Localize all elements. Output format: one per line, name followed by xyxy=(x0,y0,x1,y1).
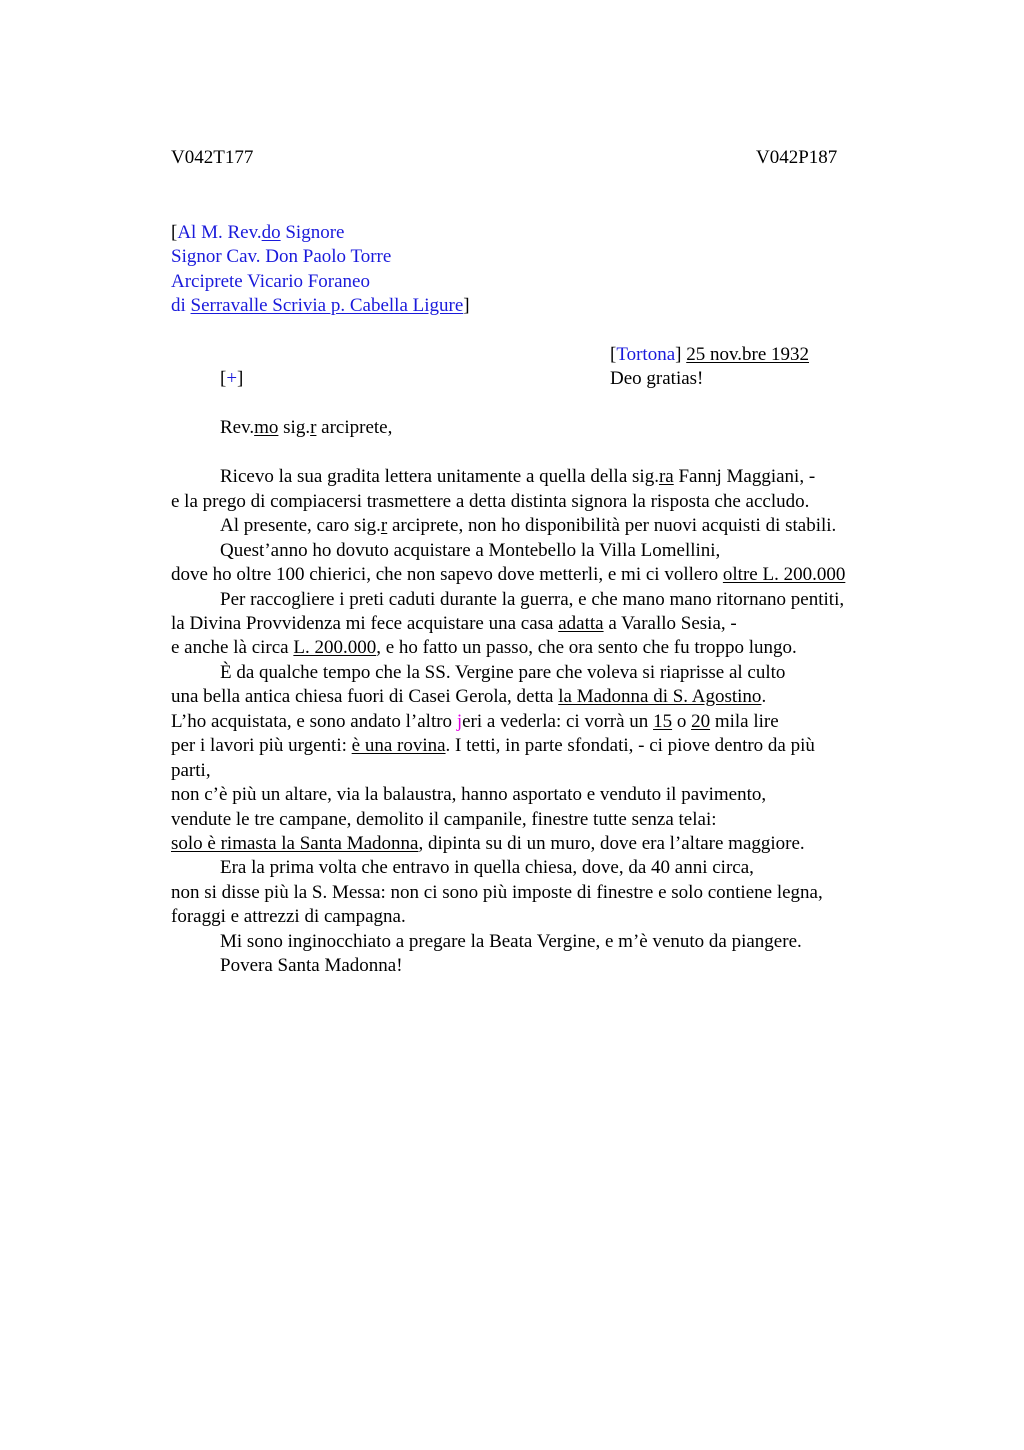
body-line: non c’è più un altare, via la balaustra, hanno asportato e venduto il pavimento, xyxy=(171,784,767,805)
highlighted-letter: j xyxy=(456,711,463,732)
bracket-close: ] xyxy=(675,344,687,365)
cross-sign: + xyxy=(226,368,238,389)
underlined-place: la Madonna di S. Agostino xyxy=(558,686,762,707)
body-line: Povera Santa Madonna! xyxy=(220,955,403,976)
body-text: , e ho fatto un passo, che ora sento che fu troppo lungo. xyxy=(376,637,797,658)
body-line xyxy=(220,465,815,489)
body-text: , dipinta su di un muro, dove era l’altare maggiore. xyxy=(418,833,805,854)
underlined-phrase: è una rovina xyxy=(351,735,446,756)
bracket-open: [ xyxy=(220,368,227,389)
body-text: Ricevo la sua gradita lettera unitamente a quella della sig. xyxy=(220,466,659,487)
underlined-word: adatta xyxy=(558,613,604,634)
underlined-phrase: solo è rimasta la Santa Madonna xyxy=(171,833,419,854)
bracket-open: [ xyxy=(610,344,617,365)
bracket-open: [ xyxy=(171,222,178,243)
body-text: a Varallo Sesia, - xyxy=(603,613,737,634)
body-line xyxy=(171,832,805,856)
body-line: foraggi e attrezzi di campagna. xyxy=(171,906,406,927)
salutation-text: Rev. xyxy=(220,417,255,438)
bracket-close: ] xyxy=(463,295,470,316)
salutation-superscript: r xyxy=(310,417,317,438)
salutation-superscript: mo xyxy=(254,417,279,438)
body-line xyxy=(171,734,815,758)
salutation-text: sig. xyxy=(278,417,311,438)
address-line-3: Arciprete Vicario Foraneo xyxy=(171,271,370,292)
underlined-amount: L. 200.000 xyxy=(293,637,377,658)
address-place: Serravalle Scrivia p. Cabella Ligure xyxy=(190,295,464,316)
body-superscript: ra xyxy=(658,466,674,487)
address-text: di xyxy=(171,295,191,316)
body-line: vendute le tre campane, demolito il campanile, finestre tutte senza telai: xyxy=(171,809,717,830)
body-line xyxy=(171,563,845,587)
underlined-number: 15 xyxy=(653,711,673,732)
cross-mark xyxy=(220,367,243,391)
body-text: dove ho oltre 100 chierici, che non sapevo dove metterli, e mi ci vollero xyxy=(171,564,723,585)
archive-code-left: V042T177 xyxy=(171,147,254,168)
body-line: e la prego di compiacersi trasmettere a detta distinta signora la risposta che accludo. xyxy=(171,491,810,512)
body-text: una bella antica chiesa fuori di Casei Gerola, detta xyxy=(171,686,559,707)
archive-code-right: V042P187 xyxy=(756,147,838,168)
body-text: mila lire xyxy=(710,711,779,732)
body-text: la Divina Provvidenza mi fece acquistare una casa xyxy=(171,613,559,634)
salutation xyxy=(220,416,392,440)
body-line: non si disse più la S. Messa: non ci sono più imposte di finestre e solo contiene legna, xyxy=(171,882,823,903)
body-line xyxy=(171,612,737,636)
bracket-close: ] xyxy=(237,368,244,389)
salutation-text: arciprete, xyxy=(316,417,393,438)
address-text: Signore xyxy=(280,222,345,243)
body-text: Al presente, caro sig. xyxy=(220,515,381,536)
place-name: Tortona xyxy=(616,344,676,365)
body-line: Quest’anno ho dovuto acquistare a Montebello la Villa Lomellini, xyxy=(220,540,721,561)
body-text: eri a vederla: ci vorrà un xyxy=(462,711,654,732)
address-line-1 xyxy=(171,221,344,245)
underlined-amount: oltre L. 200.000 xyxy=(722,564,846,585)
address-line-2: Signor Cav. Don Paolo Torre xyxy=(171,246,392,267)
body-line: Per raccogliere i preti caduti durante la guerra, e che mano mano ritornano pentiti, xyxy=(220,589,845,610)
body-text: o xyxy=(672,711,692,732)
deo-gratias: Deo gratias! xyxy=(610,368,704,389)
body-text: L’ho acquistata, e sono andato l’altro xyxy=(171,711,457,732)
body-text: per i lavori più urgenti: xyxy=(171,735,352,756)
body-line xyxy=(220,514,836,538)
body-line xyxy=(171,685,766,709)
body-text: . xyxy=(761,686,767,707)
body-text: e anche là circa xyxy=(171,637,294,658)
body-superscript: r xyxy=(380,515,388,536)
body-line xyxy=(171,710,779,734)
body-line: parti, xyxy=(171,760,211,781)
address-text: Al M. Rev. xyxy=(177,222,262,243)
dateline xyxy=(610,343,809,367)
body-line: È da qualche tempo che la SS. Vergine pare che voleva si riaprisse al culto xyxy=(220,662,786,683)
address-line-4 xyxy=(171,294,470,318)
body-text: Fannj Maggiani, - xyxy=(673,466,816,487)
address-superscript: do xyxy=(261,222,281,243)
underlined-number: 20 xyxy=(691,711,711,732)
body-line: Mi sono inginocchiato a pregare la Beata Vergine, e m’è venuto da piangere. xyxy=(220,931,802,952)
body-text: . I tetti, in parte sfondati, - ci piove dentro da più xyxy=(445,735,815,756)
body-line: Era la prima volta che entravo in quella chiesa, dove, da 40 anni circa, xyxy=(220,857,754,878)
body-line xyxy=(171,636,797,660)
letter-date: 25 nov.bre 1932 xyxy=(686,344,810,365)
body-text: arciprete, non ho disponibilità per nuovi acquisti di stabili. xyxy=(387,515,837,536)
